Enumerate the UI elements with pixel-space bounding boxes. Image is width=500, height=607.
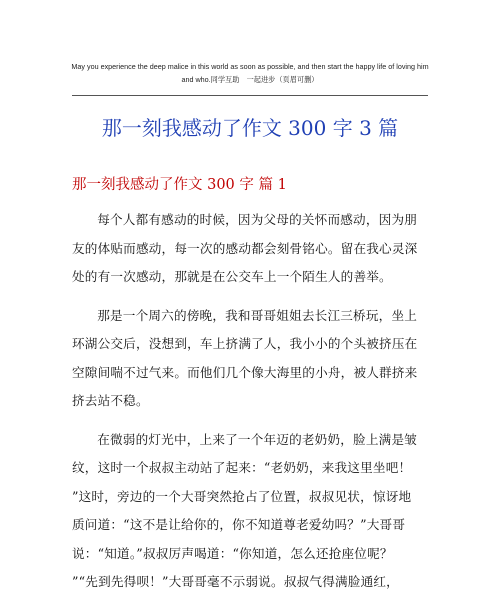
text-line: 空隙间喘不过气来。而他们几个像大海里的小舟，被人群挤来 <box>72 364 418 380</box>
text-line: 处的有一次感动，那就是在公交车上一个陌生人的善举。 <box>72 269 392 284</box>
text-line: ”这时，旁边的一个大哥突然抢占了位置，叔叔见状，惊讶地 <box>72 488 412 504</box>
text-line: 环湖公交后，没想到，车上挤满了人，我小小的个头被挤压在 <box>72 336 418 351</box>
header-divider <box>72 95 428 96</box>
text-line: ”“先到先得呗！”大哥哥毫不示弱说。叔叔气得满脸通红， <box>72 574 399 589</box>
text-line: 说：“知道。”叔叔厉声喝道：“你知道，怎么还抢座位呢？ <box>72 545 393 561</box>
text-line: 每个人都有感动的时候，因为父母的关怀而感动，因为朋 <box>97 212 418 227</box>
document-title: 那一刻我感动了作文 300 字 3 篇 <box>101 116 399 140</box>
text-line: 纹，这时一个叔叔主动站了起来：“老奶奶，来我这里坐吧！ <box>72 460 412 475</box>
page-header-note <box>40 60 460 86</box>
header-note-line-2: and who.同学互助 一起进步（页眉可删） <box>181 75 319 84</box>
text-line: 那是一个周六的傍晚，我和哥哥姐姐去长江三桥玩，坐上 <box>97 307 418 323</box>
text-line: 质问道：“这不是让给你的，你不知道尊老爱幼吗？”大哥哥 <box>72 517 406 532</box>
document-body <box>72 206 428 607</box>
paragraph-3 <box>72 426 428 597</box>
header-note-line-1: May you experience the deep malice in this world as soon as possible, and then start the happy life of loving him <box>71 62 429 71</box>
text-line: 在微弱的灯光中，上来了一个年迈的老奶奶，脸上满是皱 <box>97 431 418 447</box>
paragraph-2 <box>72 302 428 416</box>
text-line: 挤去站不稳。 <box>72 393 149 408</box>
text-line: 友的体贴而感动，每一次的感动都会刻骨铭心。留在我心灵深 <box>72 240 418 256</box>
paragraph-1 <box>72 206 428 292</box>
section-heading: 那一刻我感动了作文 300 字 篇 1 <box>72 177 287 193</box>
